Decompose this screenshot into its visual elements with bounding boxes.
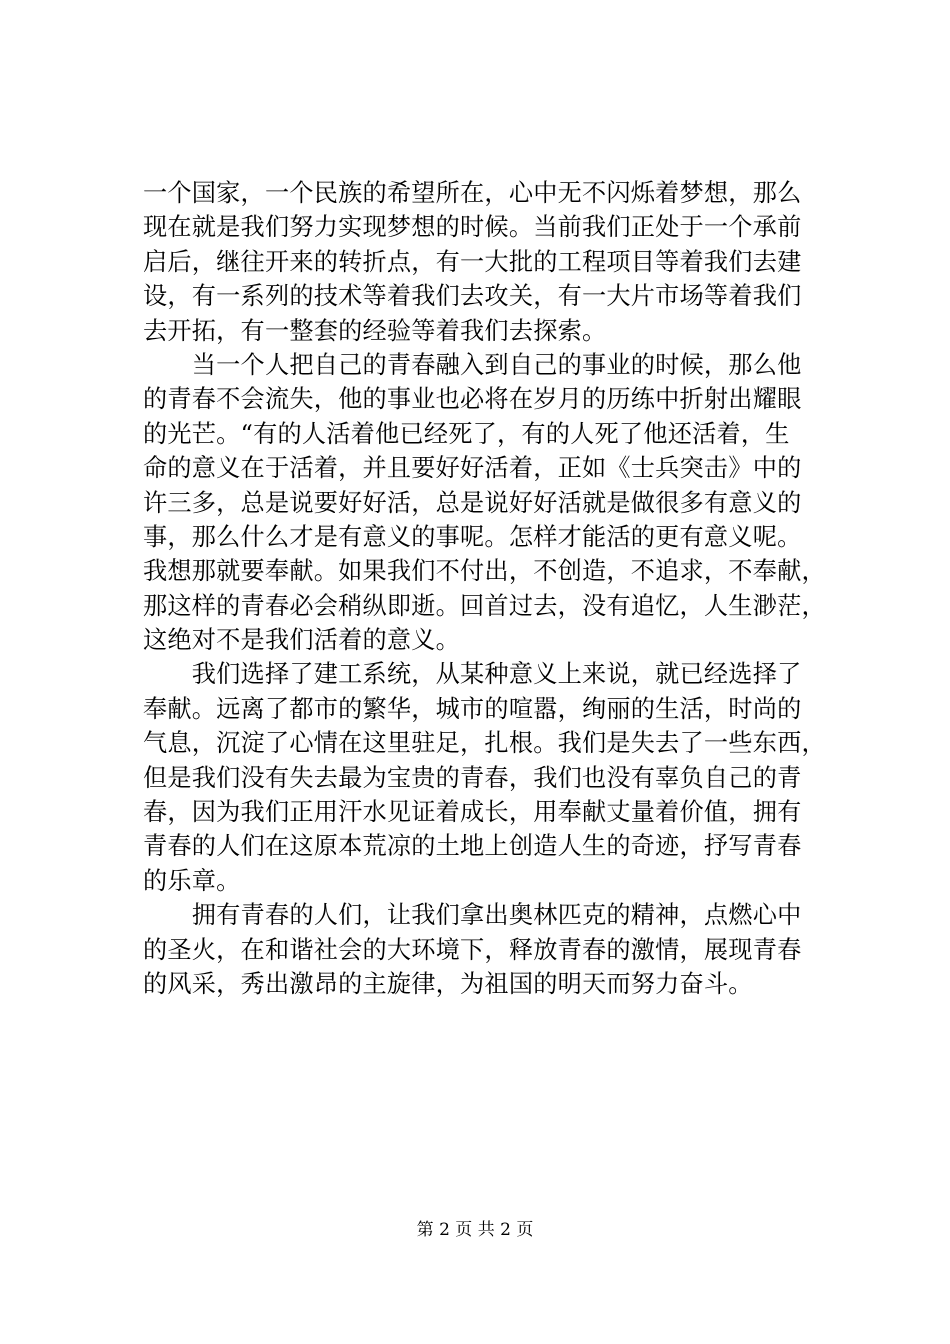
text-line: 但是我们没有失去最为宝贵的青春，我们也没有辜负自己的青 [143, 763, 802, 792]
text-line: 设，有一系列的技术等着我们去攻关，有一大片市场等着我们 [143, 282, 802, 311]
page-footer [0, 1218, 950, 1242]
text-line: 奉献。远离了都市的繁华，城市的喧嚣，绚丽的生活，时尚的 [143, 694, 802, 723]
text-line: 一个国家，一个民族的希望所在，心中无不闪烁着梦想，那么 [143, 179, 802, 207]
text-line: 事，那么什么才是有意义的事呢。怎样才能活的更有意义呢。 [143, 522, 802, 551]
text-line: 的风采，秀出激昂的主旋律，为祖国的明天而努力奋斗。 [143, 969, 753, 998]
text-line: 当一个人把自己的青春融入到自己的事业的时候，那么他 [143, 350, 802, 379]
text-line: 我们选择了建工系统，从某种意义上来说，就已经选择了 [143, 660, 802, 689]
text-line: 的乐章。 [143, 866, 241, 895]
text-line: 现在就是我们努力实现梦想的时候。当前我们正处于一个承前 [143, 213, 802, 242]
text-line: 去开拓，有一整套的经验等着我们去探索。 [143, 316, 607, 345]
text-line: 那这样的青春必会稍纵即逝。回首过去，没有追忆，人生渺茫， [143, 591, 826, 620]
text-line: 拥有青春的人们，让我们拿出奥林匹克的精神，点燃心中 [143, 901, 802, 930]
text-line: 许三多，总是说要好好活，总是说好好活就是做很多有意义的 [143, 488, 802, 517]
text-line: 命的意义在于活着，并且要好好活着，正如《士兵突击》中的 [143, 454, 802, 483]
text-line: 春，因为我们正用汗水见证着成长，用奉献丈量着价值，拥有 [143, 798, 802, 827]
text-line: 启后，继往开来的转折点，有一大批的工程项目等着我们去建 [143, 247, 802, 276]
document-body [143, 176, 826, 1001]
text-line: 气息，沉淀了心情在这里驻足，扎根。我们是失去了一些东西， [143, 729, 826, 758]
text-line: 的青春不会流失，他的事业也必将在岁月的历练中折射出耀眼 [143, 385, 802, 414]
text-line: 青春的人们在这原本荒凉的土地上创造人生的奇迹，抒写青春 [143, 832, 802, 861]
text-line: 的光芒。“有的人活着他已经死了，有的人死了他还活着，生 [143, 419, 790, 448]
text-line: 这绝对不是我们活着的意义。 [143, 626, 461, 655]
text-line: 我想那就要奉献。如果我们不付出，不创造，不追求，不奉献， [143, 557, 826, 586]
page-number-label: 第 2 页 共 2 页 [416, 1220, 534, 1240]
text-line: 的圣火，在和谐社会的大环境下，释放青春的激情，展现青春 [143, 935, 802, 964]
